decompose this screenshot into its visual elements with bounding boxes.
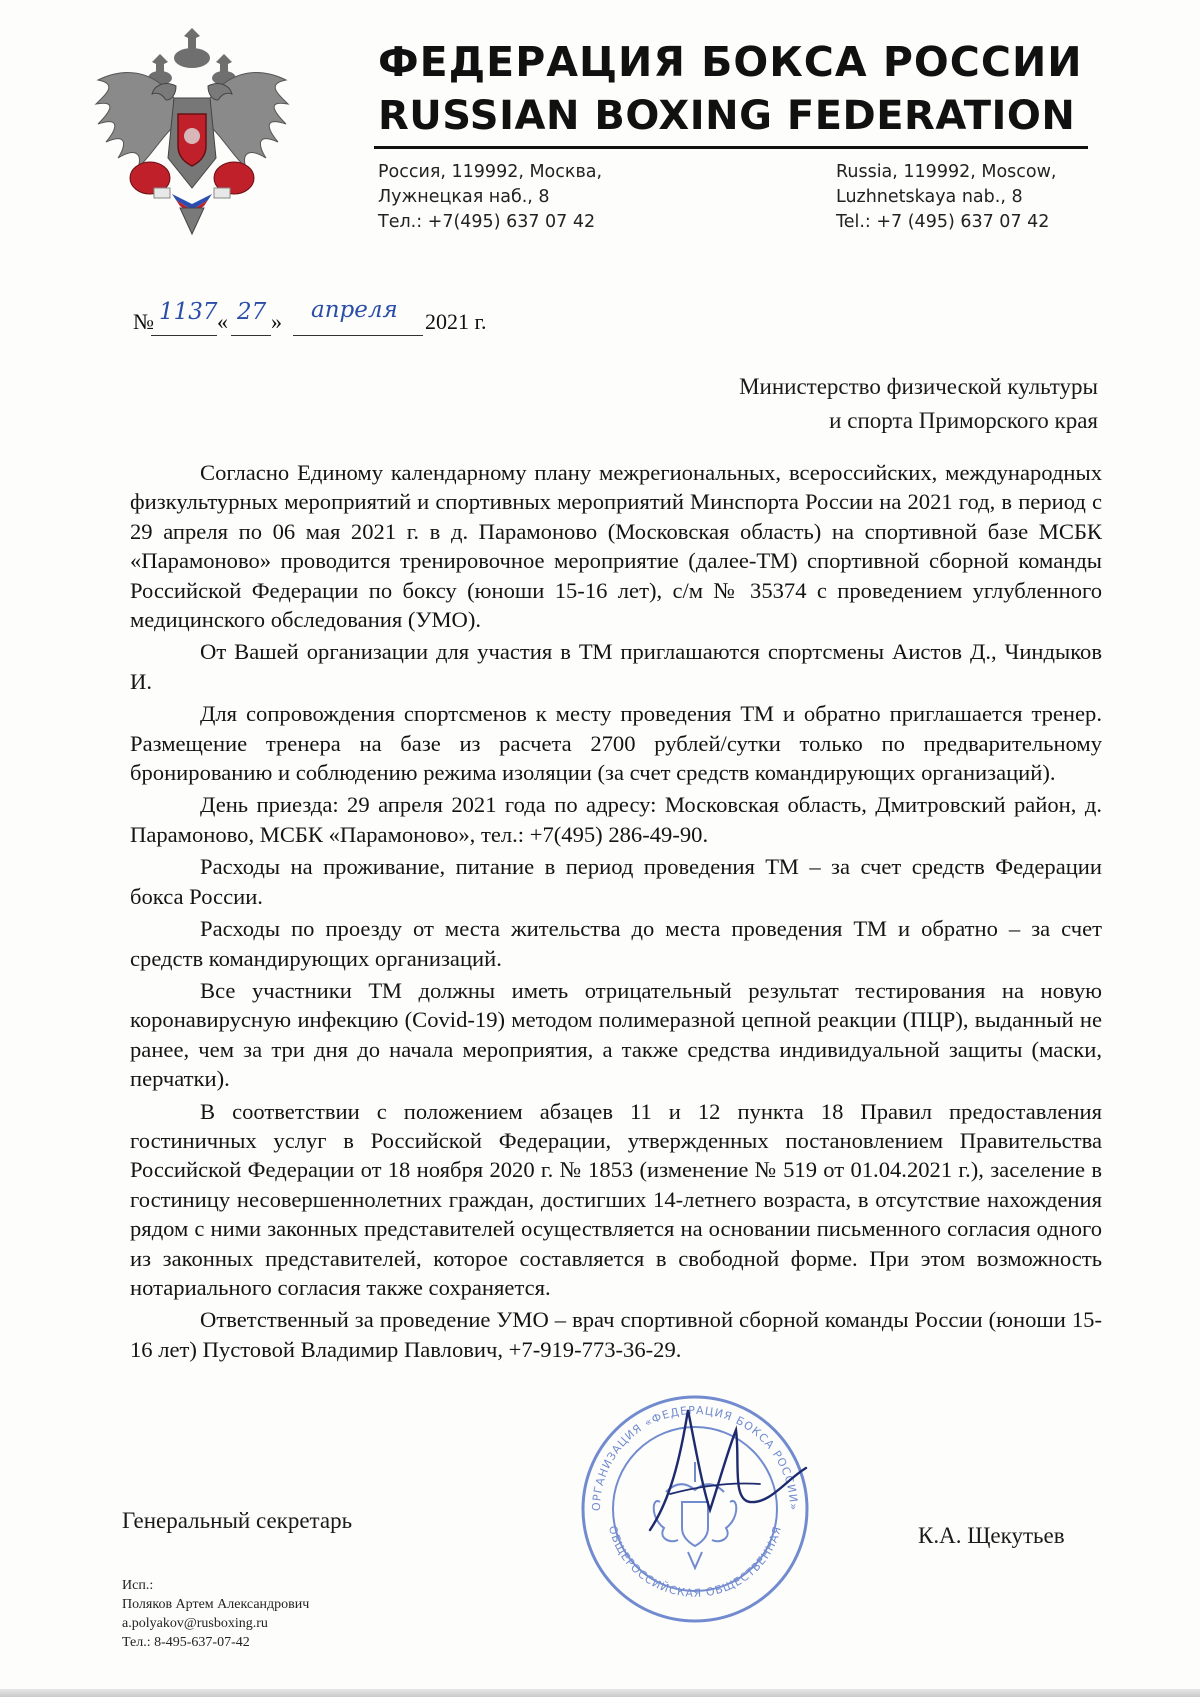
body-paragraph: Ответственный за проведение УМО – врач спортивной сборной команды России (юноши 15-16 лет) Пустовой Владимир Павлович, +7-919-773-36-29. (130, 1307, 1102, 1362)
executor-email: a.polyakov@rusboxing.ru (122, 1616, 268, 1631)
body-paragraph: Расходы по проезду от места жительства до места проведения ТМ и обратно – за счет средств командирующих организаций. (130, 916, 1102, 971)
federation-title-en: RUSSIAN BOXING FEDERATION (378, 93, 1076, 139)
address-ru (378, 160, 602, 235)
addressee-line: и спорта Приморского края (829, 408, 1098, 433)
stamp-text-bottom: ОБЩЕРОССИЙСКАЯ ОБЩЕСТВЕННАЯ (605, 1524, 785, 1600)
reference-day: 27 (237, 299, 267, 325)
day-underline (231, 335, 271, 336)
executor-label: Исп.: (122, 1578, 154, 1593)
address-ru-line: Россия, 119992, Москва, (378, 162, 603, 182)
body-paragraph: Расходы на проживание, питание в период проведения ТМ – за счет средств Федерации бокса России. (130, 854, 1102, 909)
body-paragraph: Для сопровождения спортсменов к месту проведения ТМ и обратно приглашается тренер. Размещение тренера на базе из расчета 2700 рублей/сутки только по предварительному бронированию и соблюдению режима изоляции (за счет средств командирующих организаций). (130, 701, 1102, 786)
body-paragraph: Все участники ТМ должны иметь отрицательный результат тестирования на новую коронавирусную инфекцию (Covid-19) методом полимеразной цепной реакции (ПЦР), выданный не ранее, чем за три дня до начала мероприятия, а также средства индивидуальной защиты (маски, перчатки). (130, 977, 1102, 1092)
address-en-line: Luzhnetskaya nab., 8 (836, 187, 1023, 207)
signatory-title: Генеральный секретарь (122, 1508, 353, 1533)
executor-block (122, 1576, 309, 1652)
stamp-text-top: ОРГАНИЗАЦИЯ «ФЕДЕРАЦИЯ БОКСА РОССИИ» (589, 1403, 801, 1512)
address-ru-line: Лужнецкая наб., 8 (378, 187, 550, 207)
body-paragraph: От Вашей организации для участия в ТМ приглашаются спортсмены Аистов Д., Чиндыков И. (130, 639, 1102, 694)
addressee-line: Министерство физической культуры (739, 374, 1098, 399)
letter-body (130, 458, 1102, 1367)
signatory-name: К.А. Щекутьев (918, 1523, 1065, 1548)
federation-emblem-icon (92, 28, 312, 238)
body-paragraph: В соответствии с положением абзацев 11 и 12 пункта 18 Правил предоставления гостиничных услуг в Российской Федерации, утвержденных постановлением Правительства Российской Федерации от 18 ноября 2020 г. № 1853 (изменение № 519 от 01.04.2021 г.), заселение в гостиницу несовершеннолетних граждан, достигших 14-летнего возраста, в отсутствие нахождения рядом с ними законных представителей осуществляется на основании письменного согласия одного из законных представителей, которое составляется в свободной форме. При этом возможность нотариального согласия также сохраняется. (130, 1098, 1102, 1300)
executor-name: Поляков Артем Александрович (122, 1597, 310, 1612)
number-underline (151, 335, 217, 336)
executor-phone: Тел.: 8-495-637-07-42 (122, 1635, 250, 1650)
scan-bottom-edge (0, 1689, 1200, 1697)
reference-year: 2021 г. (425, 309, 487, 334)
address-en (836, 160, 1056, 235)
day-quote-close: » (271, 309, 282, 334)
reference-month: апреля (311, 297, 398, 323)
handwritten-signature-icon (610, 1390, 820, 1540)
address-en-line: Tel.: +7 (495) 637 07 42 (836, 212, 1050, 232)
body-paragraph: День приезда: 29 апреля 2021 года по адресу: Московская область, Дмитровский район, д. Парамоново, МСБК «Парамоново», тел.: +7(495) 286-49-90. (130, 792, 1102, 847)
number-label: № (133, 309, 154, 334)
month-underline (293, 335, 423, 336)
header-divider (374, 146, 1088, 149)
reference-number: 1137 (159, 299, 218, 325)
body-paragraph: Согласно Единому календарному плану межрегиональных, всероссийских, международных физкультурных мероприятий и спортивных мероприятий Минспорта России на 2021 год, в период с 29 апреля по 06 мая 2021 г. в д. Парамоново (Московская область) на спортивной базе МСБК «Парамоново» проводится тренировочное мероприятие (далее-ТМ) спортивной сборной команды Российской Федерации по боксу (юноши 15-16 лет), с/м № 35374 с проведением углубленного медицинского обследования (УМО). (130, 460, 1102, 633)
day-quote-open: « (217, 309, 228, 334)
address-en-line: Russia, 119992, Moscow, (836, 162, 1057, 182)
addressee-block (538, 370, 1098, 438)
address-ru-line: Тел.: +7(495) 637 07 42 (378, 212, 596, 232)
federation-title-ru: ФЕДЕРАЦИЯ БОКСА РОССИИ (378, 38, 1083, 86)
